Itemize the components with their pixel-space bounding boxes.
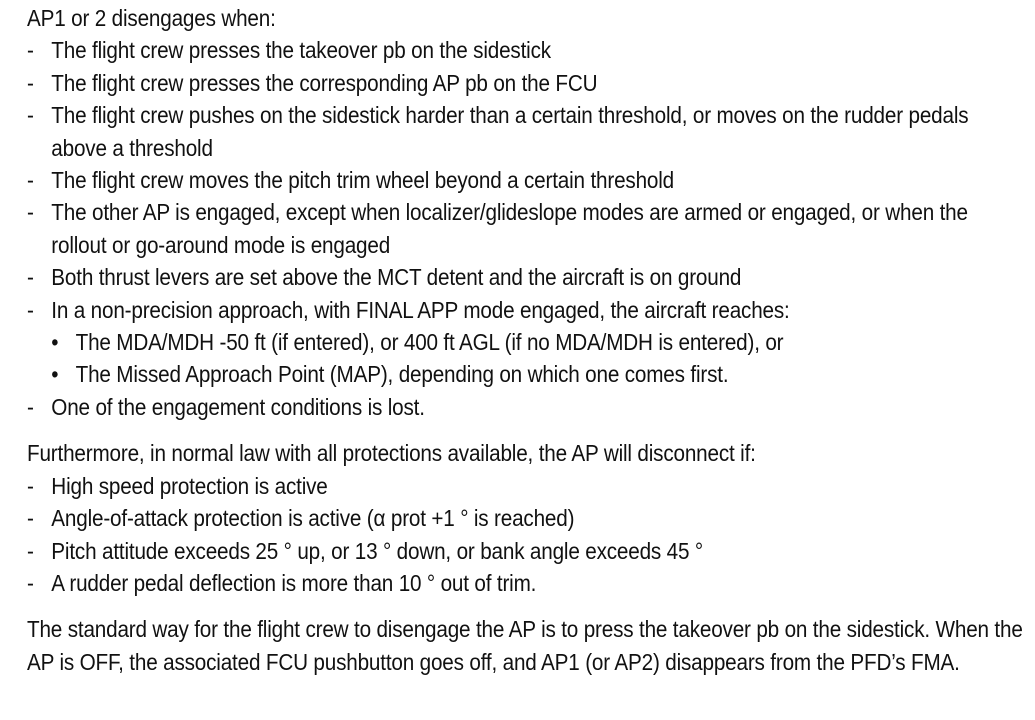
bullet-marker: • — [51, 329, 59, 356]
dash-marker: - — [27, 296, 34, 323]
disengage-conditions-list — [27, 34, 1026, 423]
bullet-marker: • — [51, 361, 59, 388]
sublist-item — [51, 358, 1026, 390]
list-item — [27, 99, 1026, 164]
section1-intro: AP1 or 2 disengages when: — [27, 5, 276, 31]
list-item-text: In a non-precision approach, with FINAL APP mode engaged, the aircraft reaches: — [51, 296, 790, 323]
sublist-item — [51, 326, 1026, 358]
document-body — [27, 2, 1026, 678]
dash-marker: - — [27, 393, 34, 420]
list-item-text: The other AP is engaged, except when localizer/glideslope modes are armed or engaged, or when the rollout or go-around mode is engaged — [51, 199, 968, 258]
dash-marker: - — [27, 69, 34, 96]
dash-marker: - — [27, 167, 34, 194]
dash-marker: - — [27, 472, 34, 499]
closing-paragraph: The standard way for the flight crew to disengage the AP is to press the takeover pb on the sidestick. When the AP is OFF, the associated FCU pushbutton goes off, and AP1 (or AP2) disappears from the PFD’s FMA. — [27, 616, 1023, 675]
dash-marker: - — [27, 569, 34, 596]
list-item-text: The flight crew presses the takeover pb on the sidestick — [51, 37, 551, 64]
dash-marker: - — [27, 537, 34, 564]
dash-marker: - — [27, 102, 34, 129]
non-precision-sublist — [51, 326, 1026, 391]
dash-marker: - — [27, 199, 34, 226]
list-item — [27, 470, 1026, 502]
list-item — [27, 391, 1026, 423]
list-item-text: The flight crew presses the corresponding AP pb on the FCU — [51, 69, 598, 96]
list-item — [27, 535, 1026, 567]
normal-law-disconnect-list — [27, 470, 1026, 600]
list-item — [27, 567, 1026, 599]
list-item-text: Both thrust levers are set above the MCT detent and the aircraft is on ground — [51, 264, 742, 291]
list-item — [27, 502, 1026, 534]
list-item-text: Angle-of-attack protection is active (α prot +1 ° is reached) — [51, 505, 575, 532]
list-item-text: High speed protection is active — [51, 472, 328, 499]
list-item-text: The flight crew pushes on the sidestick harder than a certain threshold, or moves on the rudder pedals above a threshold — [51, 102, 969, 161]
section-spacer — [27, 599, 1026, 613]
section2-intro: Furthermore, in normal law with all protections available, the AP will disconnect if: — [27, 440, 756, 467]
list-item — [27, 294, 1026, 391]
list-item — [27, 34, 1026, 66]
list-item — [27, 67, 1026, 99]
list-item — [27, 164, 1026, 196]
list-item-text: A rudder pedal deflection is more than 10 ° out of trim. — [51, 569, 537, 596]
sublist-item-text: The MDA/MDH -50 ft (if entered), or 400 ft AGL (if no MDA/MDH is entered), or — [75, 329, 784, 356]
list-item-text: One of the engagement conditions is lost. — [51, 393, 425, 420]
list-item — [27, 261, 1026, 293]
dash-marker: - — [27, 264, 34, 291]
list-item-text: The flight crew moves the pitch trim wheel beyond a certain threshold — [51, 167, 675, 194]
dash-marker: - — [27, 505, 34, 532]
list-item — [27, 196, 1026, 261]
section-spacer — [27, 423, 1026, 437]
sublist-item-text: The Missed Approach Point (MAP), depending on which one comes first. — [75, 361, 729, 388]
dash-marker: - — [27, 37, 34, 64]
list-item-text: Pitch attitude exceeds 25 ° up, or 13 ° down, or bank angle exceeds 45 ° — [51, 537, 703, 564]
